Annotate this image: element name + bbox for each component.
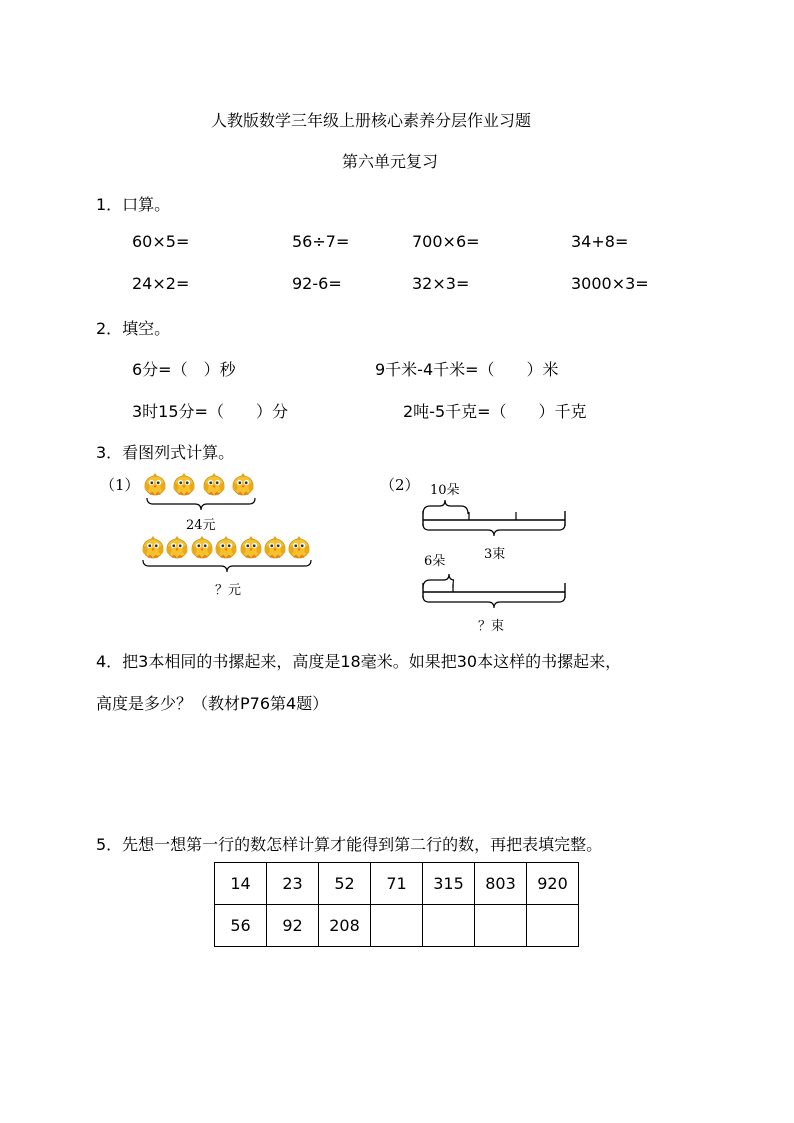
segment-diagram-b [418, 566, 568, 618]
table-row [215, 863, 579, 905]
q1-item: 700×6= [412, 232, 480, 251]
table-cell: 52 [319, 863, 371, 905]
q3-p2-a-label: 10朵 [430, 483, 460, 498]
table-cell: 56 [215, 905, 267, 947]
brace-bottom [142, 559, 312, 573]
q3-p2-b-total: ？束 [478, 619, 505, 634]
q3-p2-tag: （2） [380, 476, 420, 494]
q2-item: 9千米-4千米=（ ）米 [375, 360, 559, 379]
q2-item: 6分=（ ）秒 [132, 360, 236, 379]
q3-p2-b-label: 6朵 [424, 554, 446, 569]
q2-item: 2吨-5千克=（ ）千克 [403, 402, 587, 421]
table-cell: 920 [527, 863, 579, 905]
q1-item: 92-6= [292, 274, 342, 293]
answer-cell[interactable] [475, 905, 527, 947]
table-row [215, 905, 579, 947]
chick-icon [141, 535, 165, 559]
chick-icon [190, 535, 214, 559]
q1-item: 32×3= [412, 274, 470, 293]
table-cell: 315 [423, 863, 475, 905]
q4-line1: 4．把3本相同的书摞起来，高度是18毫米。如果把30本这样的书摞起来， [96, 652, 622, 671]
brace-top [146, 497, 256, 511]
q3-p1-tag: （1） [100, 476, 140, 494]
chick-icon [287, 535, 311, 559]
chick-icon [231, 472, 255, 496]
table-cell: 71 [371, 863, 423, 905]
q5-table [214, 862, 579, 947]
chick-icon [214, 535, 238, 559]
page-subtitle: 第六单元复习 [342, 152, 439, 171]
q1-item: 3000×3= [571, 274, 649, 293]
chick-icon [165, 535, 189, 559]
q5-label: 5．先想一想第一行的数怎样计算才能得到第二行的数，再把表填完整。 [96, 835, 603, 854]
q3-p1-bottom-label: ？元 [215, 583, 242, 598]
segment-diagram-a [418, 494, 568, 542]
chick-icon [239, 535, 263, 559]
answer-cell[interactable] [527, 905, 579, 947]
q2-label: 2．填空。 [96, 319, 171, 338]
table-cell: 803 [475, 863, 527, 905]
answer-cell[interactable] [371, 905, 423, 947]
chick-icon [143, 472, 167, 496]
q1-item: 56÷7= [292, 232, 350, 251]
table-cell: 23 [267, 863, 319, 905]
chick-icon [202, 472, 226, 496]
q3-label: 3．看图列式计算。 [96, 443, 235, 462]
q3-p1-top-label: 24元 [186, 518, 216, 533]
chick-icon [172, 472, 196, 496]
answer-cell[interactable] [423, 905, 475, 947]
q2-item: 3时15分=（ ）分 [132, 402, 288, 421]
chick-icon [263, 535, 287, 559]
q1-label: 1．口算。 [96, 195, 171, 214]
table-cell: 92 [267, 905, 319, 947]
q1-item: 24×2= [132, 274, 190, 293]
q3-p2-a-total: 3束 [484, 547, 506, 562]
q1-item: 34+8= [571, 232, 629, 251]
q4-line2: 高度是多少？（教材P76第4题） [96, 694, 329, 713]
page-title: 人教版数学三年级上册核心素养分层作业习题 [211, 111, 532, 130]
table-cell: 14 [215, 863, 267, 905]
q1-item: 60×5= [132, 232, 190, 251]
table-cell: 208 [319, 905, 371, 947]
